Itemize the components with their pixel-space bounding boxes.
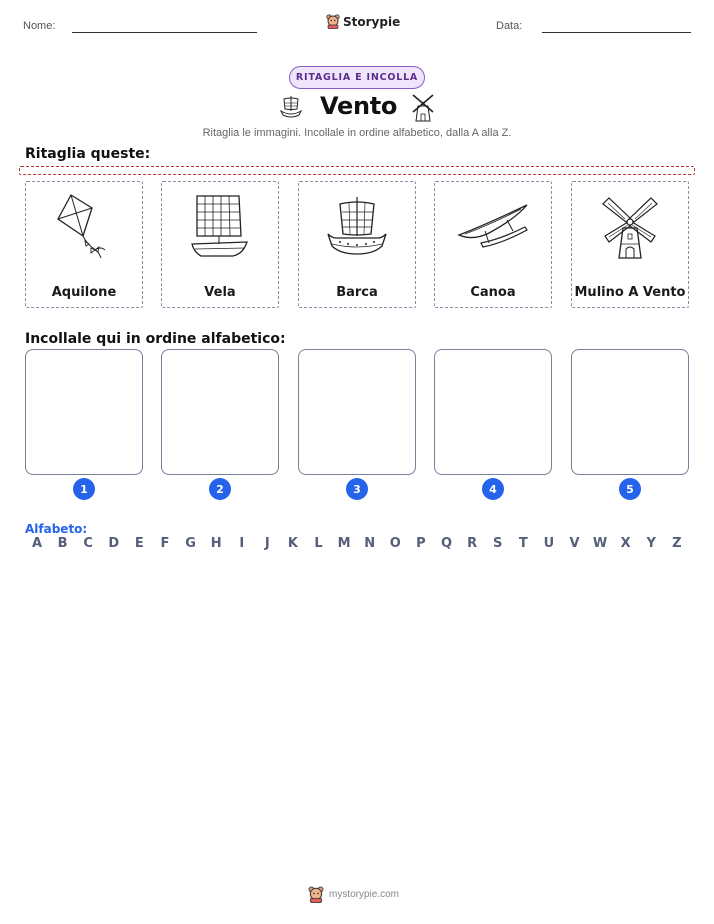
card-label: Vela xyxy=(204,285,236,300)
card-label: Barca xyxy=(336,285,378,300)
alphabet-letter: L xyxy=(314,536,323,551)
card-label: Mulino A Vento xyxy=(574,285,686,300)
alphabet-letter: D xyxy=(108,536,120,551)
paste-box[interactable] xyxy=(434,349,552,475)
alphabet-letter: N xyxy=(364,536,376,551)
boat-icon xyxy=(278,94,304,120)
alphabet-letter: T xyxy=(518,536,528,551)
slot-number: 5 xyxy=(619,478,641,500)
paste-heading: Incollale qui in ordine alfabetico: xyxy=(25,331,286,347)
alphabet-letter: U xyxy=(543,536,555,551)
cut-card[interactable] xyxy=(25,181,143,308)
kite-icon xyxy=(49,192,119,262)
slot-number: 3 xyxy=(346,478,368,500)
alphabet-letter: X xyxy=(620,536,631,551)
alphabet-row xyxy=(25,536,689,551)
alphabet-letter: O xyxy=(389,536,401,551)
name-label: Nome: xyxy=(23,20,56,32)
alphabet-letter: Y xyxy=(646,536,656,551)
alphabet-letter: K xyxy=(287,536,298,551)
footer-url[interactable]: mystorypie.com xyxy=(329,889,400,900)
alphabet-letter: H xyxy=(210,536,222,551)
alphabet-letter: Q xyxy=(440,536,453,551)
alphabet-letter: F xyxy=(160,536,170,551)
alphabet-letter: J xyxy=(264,536,270,551)
cut-card[interactable] xyxy=(434,181,552,308)
boat-icon xyxy=(324,194,390,260)
cut-line xyxy=(19,166,695,175)
cut-card[interactable] xyxy=(571,181,689,308)
instructions: Ritaglia le immagini. Incollale in ordine alfabetico, dalla A alla Z. xyxy=(202,127,512,139)
card-label: Canoa xyxy=(470,285,516,300)
paste-box[interactable] xyxy=(571,349,689,475)
paste-box[interactable] xyxy=(161,349,279,475)
alphabet-letter: P xyxy=(416,536,426,551)
activity-badge: RITAGLIA E INCOLLA xyxy=(289,66,425,89)
brand-name: Storypie xyxy=(343,14,401,29)
page-title: Vento xyxy=(320,92,398,120)
alphabet-letter: Z xyxy=(672,536,682,551)
slot-number: 4 xyxy=(482,478,504,500)
alphabet-letter: G xyxy=(185,536,196,551)
bear-logo-icon xyxy=(326,14,340,29)
alphabet-letter: E xyxy=(134,536,144,551)
alphabet-letter: A xyxy=(31,536,43,551)
cut-heading: Ritaglia queste: xyxy=(25,146,151,162)
brand-logo xyxy=(326,14,400,29)
alphabet-letter: I xyxy=(239,536,245,551)
paste-box[interactable] xyxy=(25,349,143,475)
bear-logo-icon xyxy=(308,886,324,903)
alphabet-letter: B xyxy=(57,536,68,551)
footer xyxy=(308,886,399,903)
sail-icon xyxy=(189,192,251,262)
name-line[interactable] xyxy=(72,32,257,33)
alphabet-letter: S xyxy=(493,536,503,551)
slot-number: 1 xyxy=(73,478,95,500)
date-label: Data: xyxy=(496,20,523,32)
windmill-icon xyxy=(410,92,436,122)
alphabet-letter: W xyxy=(592,536,608,551)
canoe-icon xyxy=(455,197,531,257)
alphabet-letter: M xyxy=(337,536,351,551)
title-row xyxy=(0,92,714,124)
windmill-icon xyxy=(599,192,661,262)
cut-card[interactable] xyxy=(298,181,416,308)
paste-box[interactable] xyxy=(298,349,416,475)
alphabet-letter: C xyxy=(83,536,93,551)
cut-card[interactable] xyxy=(161,181,279,308)
card-label: Aquilone xyxy=(51,285,117,300)
alphabet-letter: R xyxy=(467,536,478,551)
alphabet-title: Alfabeto: xyxy=(25,522,88,536)
alphabet-letter: V xyxy=(569,536,580,551)
date-line[interactable] xyxy=(542,32,691,33)
slot-number: 2 xyxy=(209,478,231,500)
